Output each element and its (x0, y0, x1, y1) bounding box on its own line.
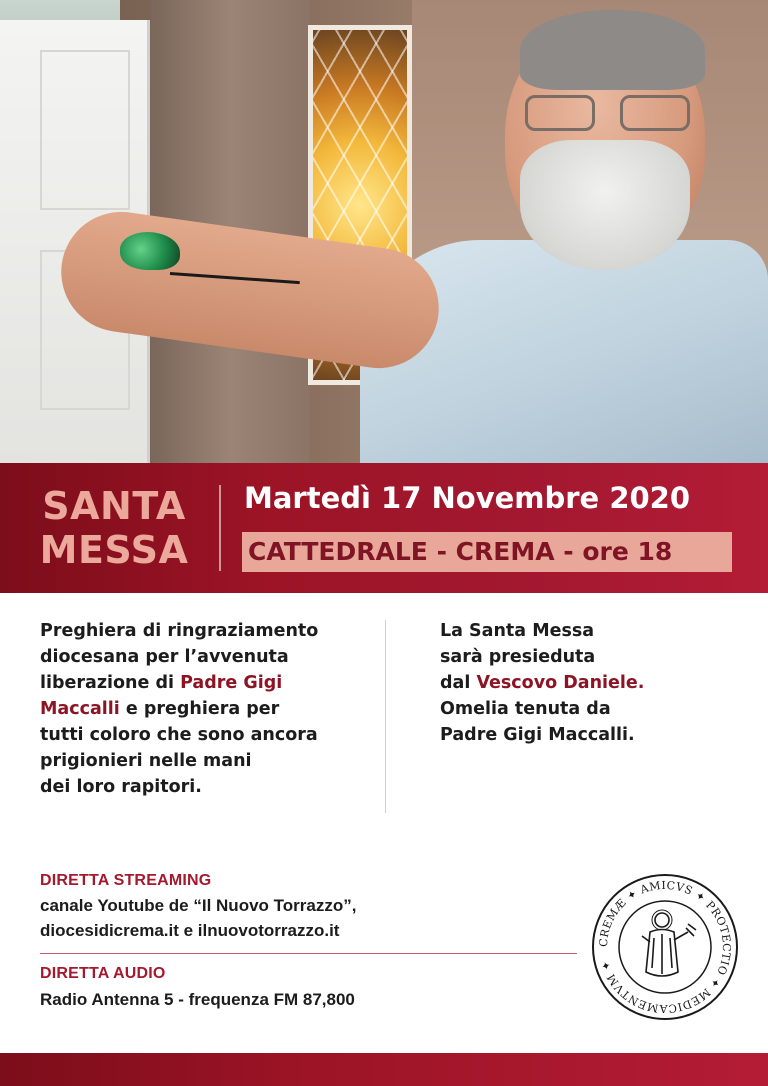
text-line (40, 696, 360, 722)
audio-label: DIRETTA AUDIO (40, 965, 166, 982)
photo-hair (520, 10, 705, 90)
photo-beard (520, 140, 690, 270)
bishop-highlight: Vescovo Daniele. (476, 673, 645, 693)
event-title-line1: SANTA (42, 484, 186, 528)
photo-hummingbird (120, 232, 180, 270)
text-line: tutti coloro che sono ancora (40, 725, 318, 745)
text-line: Preghiera di ringraziamento (40, 621, 319, 641)
footer-band (0, 1053, 768, 1086)
text-line (440, 670, 750, 696)
text-line: La Santa Messa (440, 621, 595, 641)
title-band (0, 463, 768, 593)
info-divider (40, 953, 577, 954)
event-date: Martedì 17 Novembre 2020 (244, 481, 691, 515)
text-line: diocesana per l’avvenuta (40, 647, 289, 667)
text-line: sarà presieduta (440, 647, 596, 667)
streaming-label: DIRETTA STREAMING (40, 872, 212, 889)
name-highlight: Padre Gigi (180, 673, 283, 693)
hero-photo (0, 0, 768, 463)
text-line: Padre Gigi Maccalli. (440, 725, 635, 745)
photo-glasses (525, 95, 695, 135)
event-title (0, 463, 228, 593)
streaming-line2: diocesidicrema.it e ilnuovotorrazzo.it (40, 921, 340, 940)
event-location: CATTEDRALE - CREMA - ore 18 (242, 532, 732, 572)
seal-text: CREMÆ ✦ AMICVS ✦ PROTECTIO ✦ MEDICAMENTVM ✦ (596, 878, 734, 1016)
audio-line1: Radio Antenna 5 - frequenza FM 87,800 (40, 990, 355, 1009)
text-line: Omelia tenuta da (440, 699, 611, 719)
text-line (40, 670, 360, 696)
streaming-line1: canale Youtube de “Il Nuovo Torrazzo”, (40, 896, 357, 915)
description-left (40, 618, 360, 800)
text-fragment: dal (440, 673, 477, 693)
text-fragment: e preghiera per (119, 699, 280, 719)
description-right (440, 618, 750, 748)
name-highlight: Maccalli (40, 699, 120, 719)
door-panel (40, 50, 130, 210)
text-fragment: liberazione di (40, 673, 181, 693)
text-line: dei loro rapitori. (40, 777, 202, 797)
event-title-line2: MESSA (39, 528, 189, 572)
column-divider (385, 620, 386, 813)
seal-saint-figure (642, 910, 696, 976)
band-divider (219, 485, 221, 571)
diocese-seal-logo (590, 872, 740, 1022)
text-line: prigionieri nelle mani (40, 751, 252, 771)
